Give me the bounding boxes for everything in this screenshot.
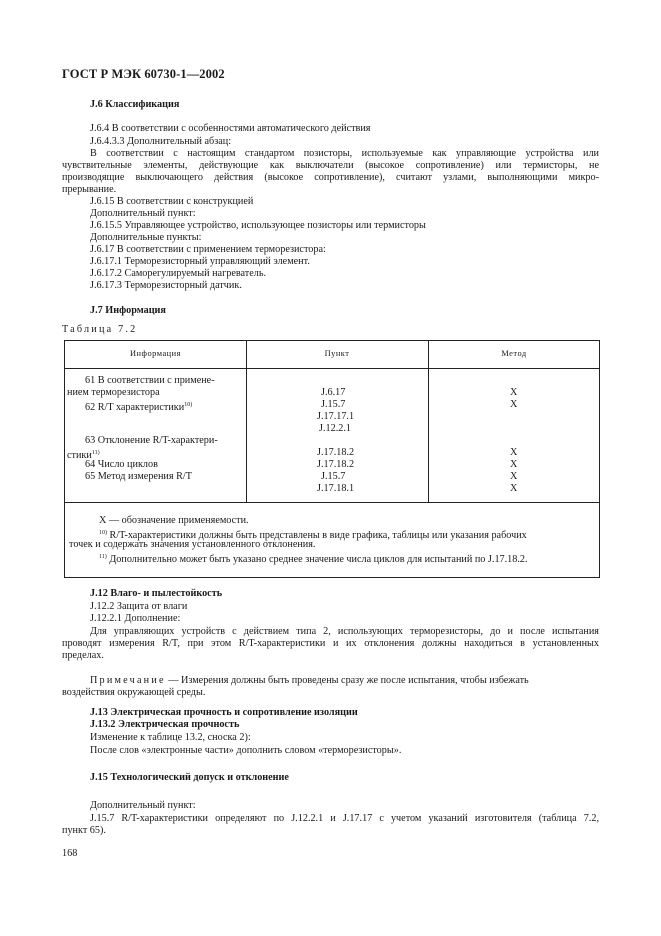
table-note: точек и содержать значения установленного отклонения.	[69, 539, 316, 550]
method-cell: X	[510, 483, 518, 494]
footnote-ref: 10)	[184, 402, 193, 408]
punkt-cell: J.6.17	[321, 387, 346, 398]
text-line: Дополнительные пункты:	[90, 232, 202, 243]
info-cell: 61 В соответствии с примене-	[85, 375, 215, 386]
text-line: Дополнительный пункт:	[90, 800, 196, 811]
document-header: ГОСТ Р МЭК 60730-1—2002	[62, 67, 225, 81]
paragraph-line: пункт 65).	[62, 825, 106, 836]
section-title-j6: J.6 Классификация	[90, 99, 180, 110]
column-divider	[428, 341, 429, 503]
page-number: 168	[62, 848, 78, 859]
section-title-j15: J.15 Технологический допуск и отклонение	[90, 772, 289, 783]
column-divider	[246, 341, 247, 503]
info-text: 62 R/T характеристики	[85, 402, 185, 413]
footnote-mark: 10)	[99, 530, 107, 536]
paragraph-line: прерывание.	[62, 184, 117, 195]
method-cell: X	[510, 387, 518, 398]
text-line: J.6.17 В соответствии с применением терморезистора:	[90, 244, 326, 255]
section-title-j12: J.12 Влаго- и пылестойкость	[90, 588, 223, 599]
text-line: J.6.17.2 Саморегулируемый нагреватель.	[90, 268, 267, 279]
text-line: J.12.2.1 Дополнение:	[90, 613, 181, 624]
section-title-j13: J.13 Электрическая прочность и сопротивление изоляции	[90, 707, 358, 718]
method-cell: X	[510, 471, 518, 482]
method-cell: X	[510, 459, 518, 470]
text-line: После слов «электронные части» дополнить словом «терморезисторы».	[90, 745, 402, 756]
paragraph-line: пределах.	[62, 650, 104, 661]
info-cell: нием терморезистора	[67, 387, 160, 398]
text-line: J.6.15.5 Управляющее устройство, использующее позисторы или термисторы	[90, 220, 426, 231]
text-line: J.12.2 Защита от влаги	[90, 601, 188, 612]
paragraph-line: проводят измерения R/T, при этом R/T-характеристики и их отклонения должны находиться в установленных	[62, 638, 599, 649]
punkt-cell: J.17.18.2	[317, 459, 355, 470]
punkt-cell: J.17.18.1	[317, 483, 355, 494]
method-cell: X	[510, 447, 518, 458]
table-note: X — обозначение применяемости.	[99, 515, 249, 526]
text-line: Дополнительный пункт:	[90, 208, 196, 219]
subsection-title-j13-2: J.13.2 Электрическая прочность	[90, 719, 240, 730]
info-text: стики	[67, 450, 92, 461]
info-cell: 65 Метод измерения R/T	[85, 471, 192, 482]
note-text: Дополнительно может быть указано среднее значение числа циклов для испытаний по J.17.18.2.	[109, 554, 528, 565]
text-line: J.6.17.3 Терморезисторный датчик.	[90, 280, 242, 291]
text-line: J.6.17.1 Терморезисторный управляющий элемент.	[90, 256, 310, 267]
text-line: J.6.4.3.3 Дополнительный абзац:	[90, 136, 232, 147]
text-line: J.6.15 В соответствии с конструкцией	[90, 196, 254, 207]
info-cell: 64 Число циклов	[85, 459, 158, 470]
info-cell	[85, 399, 192, 414]
text-line: J.6.4 В соответствии с особенностями автоматического действия	[90, 123, 371, 134]
punkt-cell: J.17.17.1	[317, 411, 355, 422]
punkt-cell: J.15.7	[321, 471, 346, 482]
table-note	[99, 551, 528, 566]
punkt-cell: J.15.7	[321, 399, 346, 410]
paragraph-line: Для управляющих устройств с действием типа 2, использующих терморезисторы, до и после испытания	[90, 626, 599, 637]
note-line	[90, 675, 599, 687]
footnote-mark: 11)	[99, 554, 107, 560]
info-cell: 63 Отклонение R/T-характери-	[85, 435, 218, 446]
header-punkt: Пункт	[324, 349, 350, 358]
header-information: Информация	[130, 349, 181, 358]
punkt-cell: J.17.18.2	[317, 447, 355, 458]
note-line: воздействия окружающей среды.	[62, 687, 206, 698]
paragraph-line: производящие выключающего действия (высокое сопротивление), считают узлами, выполняющими микро-	[62, 172, 599, 183]
method-cell: X	[510, 399, 518, 410]
section-title-j7: J.7 Информация	[90, 305, 166, 316]
table-caption: Таблица 7.2	[62, 324, 138, 335]
paragraph-line: В соответствии с настоящим стандартом позисторы, используемые как управляющие устройства или	[90, 148, 599, 159]
punkt-cell: J.12.2.1	[319, 423, 351, 434]
footnote-ref: 11)	[91, 450, 100, 456]
table-7-2	[64, 340, 600, 578]
note-text: R/T-характеристики должны быть представлены в виде графика, таблицы или указания рабочих	[109, 530, 527, 541]
note-text: — Измерения должны быть проведены сразу же после испытания, чтобы избежать	[165, 675, 529, 686]
text-line: Изменение к таблице 13.2, сноска 2):	[90, 732, 251, 743]
paragraph-line: чувствительные элементы, действующие как выключатели (высокое сопротивление) или термисторы, не	[62, 160, 599, 171]
note-label: Примечание	[90, 675, 166, 686]
table-notes-divider	[65, 502, 599, 503]
paragraph-line: J.15.7 R/T-характеристики определяют по J.12.2.1 и J.17.17 с учетом указаний изготовителя (таблица 7.2,	[90, 813, 599, 824]
header-method: Метод	[501, 349, 527, 358]
